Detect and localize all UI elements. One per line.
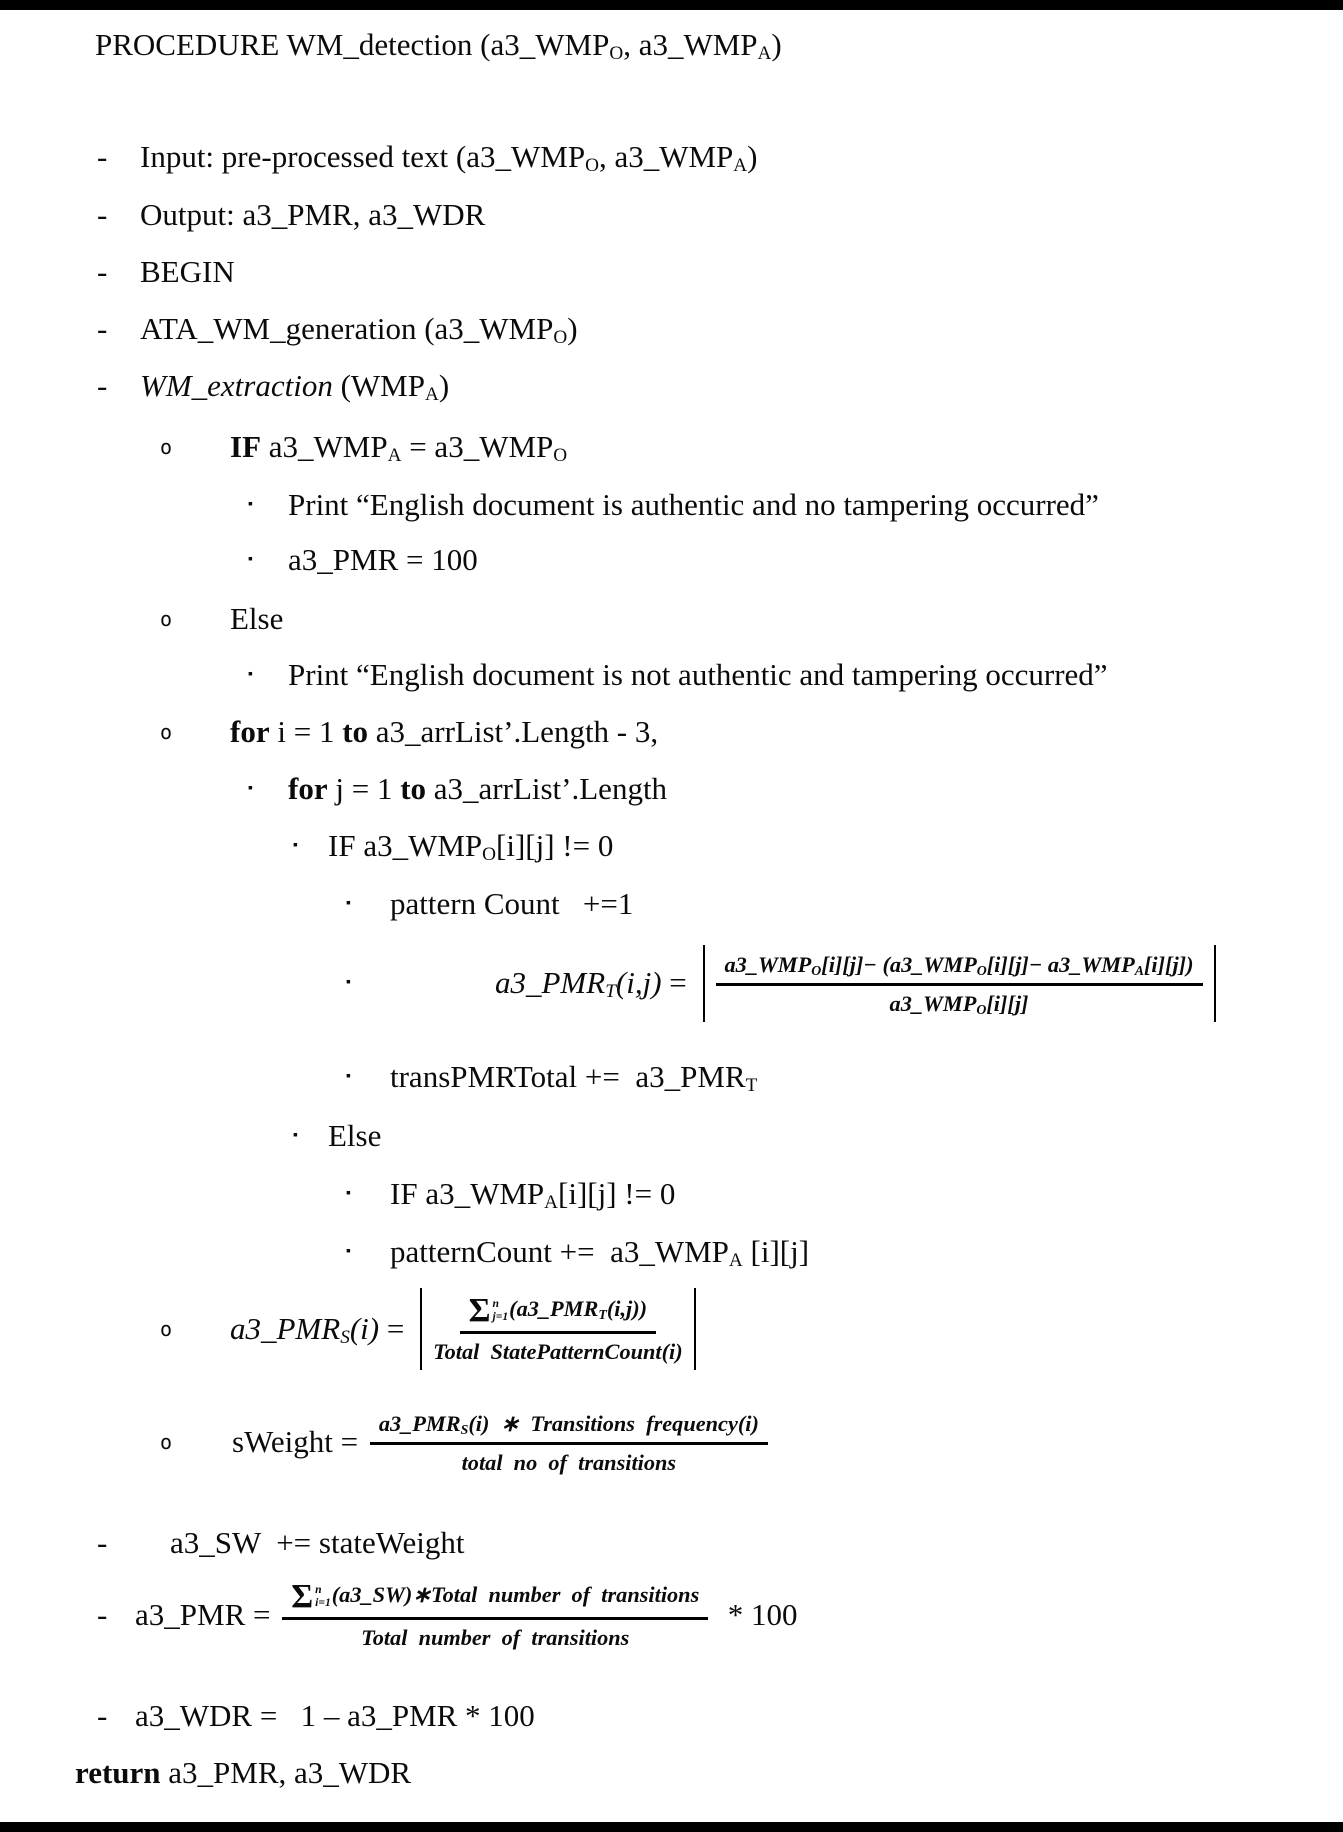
square-bullet-icon: ▪ <box>248 552 253 567</box>
fraction <box>370 1408 768 1477</box>
square-bullet-icon: ▪ <box>248 781 253 796</box>
if-wmpo-line-text: IF $a3\_WMP_O[i][j]$ != 0 <box>328 828 614 866</box>
wm-generation-line-text: ATA_WM_generation $(a3\_WMP_O)$ <box>140 311 578 349</box>
circle-bullet-icon: o <box>160 607 173 631</box>
print-authentic-line-text: Print “English document is authentic and no tampering occurred” <box>288 487 1099 522</box>
square-bullet-icon: ▪ <box>293 1128 298 1143</box>
fraction <box>282 1578 708 1652</box>
fraction-numerator: $a3\_PMR_S(i)$ ∗ Transitions frequency(i) <box>370 1408 768 1445</box>
pmr-formula <box>0 1578 1343 1652</box>
square-bullet-icon: ▪ <box>346 896 351 911</box>
return-line-text: return a3_PMR, a3_WDR <box>75 1755 412 1790</box>
fraction-numerator: Σ n i=1 (a3_SW)∗Total number of transitions <box>282 1578 708 1620</box>
circle-bullet-icon: o <box>160 1430 173 1455</box>
absolute-value-bars <box>420 1288 696 1370</box>
begin-line-text: BEGIN <box>140 254 235 289</box>
fraction-denominator: $a3\_WMP_O[i][j]$ <box>889 990 1029 1017</box>
pmr-formula-text <box>135 1578 798 1652</box>
dash-bullet-icon: - <box>97 368 108 403</box>
dash-bullet-icon: - <box>97 197 108 232</box>
pmr-t-formula <box>0 945 1343 1022</box>
absolute-value-bars <box>703 945 1216 1022</box>
if-equal-line-text: IF $a3\_WMP_A$ = $a3\_WMP_O$ <box>230 429 568 467</box>
circle-bullet-icon: o <box>160 720 173 744</box>
scan-border-bottom <box>0 1822 1343 1832</box>
pmr-s-formula-text <box>230 1288 696 1370</box>
equation-text: $a3\_PMR_T(i,j)$ = <box>495 965 695 1003</box>
else-line-text: Else <box>230 601 284 636</box>
for-i-line-text: for i = 1 to a3_arrList’.Length - 3, <box>230 714 659 749</box>
circle-bullet-icon: o <box>160 1317 173 1342</box>
square-bullet-icon: ▪ <box>248 667 253 682</box>
pmr-s-formula <box>0 1288 1343 1370</box>
dash-bullet-icon: - <box>97 1597 108 1633</box>
dash-bullet-icon: - <box>97 254 108 289</box>
sw-update-line-text: a3_SW += stateWeight <box>170 1525 465 1560</box>
summation-symbol: Σ n i=1 <box>291 1578 331 1615</box>
square-bullet-icon: ▪ <box>346 1186 351 1201</box>
print-not-authentic-line-text: Print “English document is not authentic and tampering occurred” <box>288 657 1108 692</box>
sweight-formula <box>0 1408 1343 1477</box>
equation-text: sWeight = <box>232 1424 366 1460</box>
wdr-line-text: a3_WDR = 1 – a3_PMR * 100 <box>135 1698 535 1733</box>
fraction-denominator: Total number of transitions <box>361 1625 630 1651</box>
dash-bullet-icon: - <box>97 1525 108 1560</box>
equation-text: * 100 <box>712 1597 798 1633</box>
procedure-title-text: PROCEDURE WM_detection ($a3\_WMP_O$, $a3\_WMP_A$) <box>95 27 782 65</box>
fraction-numerator: $a3\_WMP_O[i][j]-$ ($a3\_WMP_O[i][j]-$ $a3\_WMP_A[i][j]$) <box>716 949 1203 986</box>
else-inner-line-text: Else <box>328 1118 382 1153</box>
summation-symbol: Σ n j=1 <box>468 1292 509 1329</box>
scan-border-top <box>0 0 1343 10</box>
equation-text: a3_PMR = <box>135 1597 279 1633</box>
pattern-count-update-line-text: patternCount += $a3\_WMP_A$ [i][j] <box>390 1234 810 1272</box>
for-j-line-text: for j = 1 to a3_arrList’.Length <box>288 771 668 806</box>
square-bullet-icon: ▪ <box>346 1069 351 1084</box>
output-line-text: Output: a3_PMR, a3_WDR <box>140 197 486 232</box>
dash-bullet-icon: - <box>97 139 108 174</box>
square-bullet-icon: ▪ <box>346 975 351 991</box>
fraction-numerator: Σ n j=1 $(a3\_PMR_T(i,j))$ <box>460 1292 657 1334</box>
trans-pmr-total-line-text: transPMRTotal += $a3\_PMR_T$ <box>390 1059 758 1097</box>
fraction-denominator: Total StatePatternCount(i) <box>433 1339 683 1365</box>
fraction-denominator: total no of transitions <box>461 1449 677 1475</box>
pmr-100-line-text: a3_PMR = 100 <box>288 542 478 577</box>
pmr-t-formula-text <box>495 945 1216 1022</box>
square-bullet-icon: ▪ <box>248 497 253 512</box>
dash-bullet-icon: - <box>97 1698 108 1733</box>
equation-text: $a3\_PMR_S(i)$ = <box>230 1311 413 1349</box>
fraction <box>716 949 1203 1018</box>
fraction <box>433 1292 683 1366</box>
if-wmpa-line-text: IF $a3\_WMP_A[i][j]$ != 0 <box>390 1176 676 1214</box>
input-line-text: Input: pre-processed text ($a3\_WMP_O$, $a3\_WMP_A$) <box>140 139 758 177</box>
pattern-count-line-text: pattern Count +=1 <box>390 886 634 921</box>
square-bullet-icon: ▪ <box>346 1244 351 1259</box>
wm-extraction-line-text: WM_extraction $(WMP_A)$ <box>140 368 450 406</box>
circle-bullet-icon: o <box>160 435 173 459</box>
square-bullet-icon: ▪ <box>293 838 298 853</box>
sweight-formula-text <box>232 1408 772 1477</box>
dash-bullet-icon: - <box>97 311 108 346</box>
